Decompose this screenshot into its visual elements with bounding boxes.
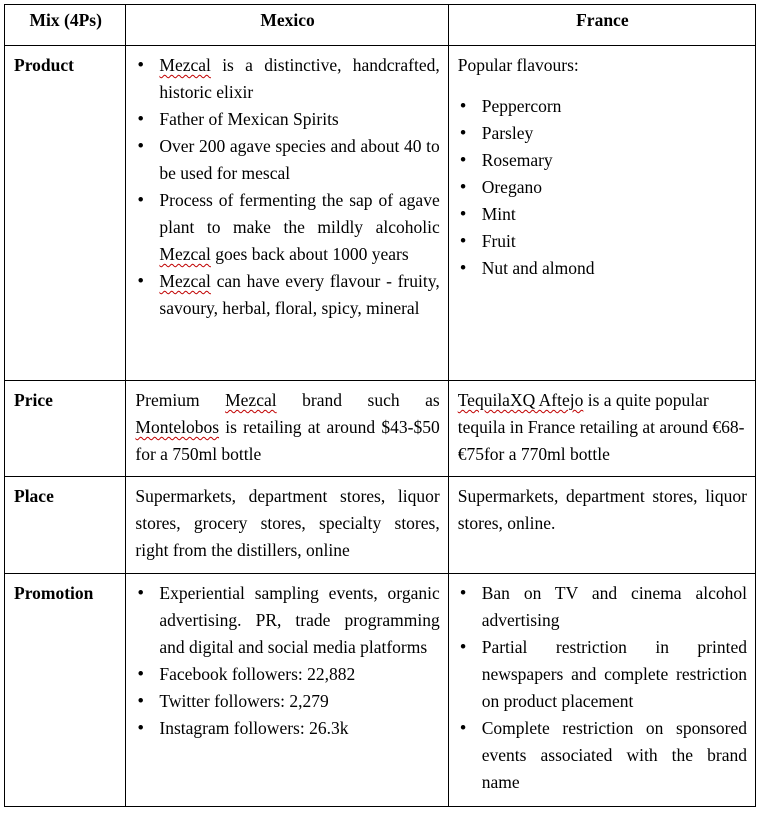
list-item: • Partial restriction in printed newspapers and complete restriction on product placement bbox=[458, 634, 747, 715]
list-item: • Facebook followers: 22,882 bbox=[135, 661, 439, 688]
list-item: • Rosemary bbox=[458, 147, 747, 174]
list-item: • Mezcal is a distinctive, handcrafted, historic elixir bbox=[135, 52, 439, 106]
list-item: • Parsley bbox=[458, 120, 747, 147]
product-france-cell bbox=[448, 46, 755, 381]
list-item: • Nut and almond bbox=[458, 255, 747, 282]
promotion-france-list bbox=[458, 580, 747, 796]
list-item: • Ban on TV and cinema alcohol advertising bbox=[458, 580, 747, 634]
place-row bbox=[5, 477, 756, 574]
product-mexico-cell bbox=[126, 46, 448, 381]
price-mexico-cell: Premium Mezcal brand such as Montelobos is retailing at around $43-$50 for a 750ml bottle bbox=[126, 381, 448, 477]
list-item: • Oregano bbox=[458, 174, 747, 201]
list-item: • Process of fermenting the sap of agave plant to make the mildly alcoholic Mezcal goes back about 1000 years bbox=[135, 187, 439, 268]
promotion-mexico-cell bbox=[126, 574, 448, 807]
list-item: • Complete restriction on sponsored events associated with the brand name bbox=[458, 715, 747, 796]
marketing-mix-table bbox=[4, 4, 756, 807]
place-france-cell: Supermarkets, department stores, liquor stores, online. bbox=[448, 477, 755, 574]
place-mexico-cell: Supermarkets, department stores, liquor stores, grocery stores, specialty stores, right from the distillers, online bbox=[126, 477, 448, 574]
product-label: Product bbox=[5, 46, 126, 381]
header-france: France bbox=[448, 5, 755, 46]
list-item: • Instagram followers: 26.3k bbox=[135, 715, 439, 742]
price-row bbox=[5, 381, 756, 477]
place-label: Place bbox=[5, 477, 126, 574]
list-item: • Experiential sampling events, organic advertising. PR, trade programming and digital and social media platforms bbox=[135, 580, 439, 661]
list-item: • Twitter followers: 2,279 bbox=[135, 688, 439, 715]
header-mix: Mix (4Ps) bbox=[5, 5, 126, 46]
header-mexico: Mexico bbox=[126, 5, 448, 46]
product-row bbox=[5, 46, 756, 381]
promotion-mexico-list bbox=[135, 580, 439, 742]
product-mexico-list bbox=[135, 52, 439, 322]
promotion-france-cell bbox=[448, 574, 755, 807]
header-row bbox=[5, 5, 756, 46]
price-france-cell: TequilaXQ Aftejo is a quite popular tequila in France retailing at around €68- €75for a 770ml bottle bbox=[448, 381, 755, 477]
product-france-list bbox=[458, 93, 747, 282]
list-item: • Father of Mexican Spirits bbox=[135, 106, 439, 133]
price-label: Price bbox=[5, 381, 126, 477]
promotion-row bbox=[5, 574, 756, 807]
list-item: • Over 200 agave species and about 40 to be used for mescal bbox=[135, 133, 439, 187]
list-item: • Mezcal can have every flavour - fruity, savoury, herbal, floral, spicy, mineral bbox=[135, 268, 439, 322]
list-item: • Mint bbox=[458, 201, 747, 228]
product-france-intro: Popular flavours: bbox=[457, 55, 579, 75]
promotion-label: Promotion bbox=[5, 574, 126, 807]
list-item: • Fruit bbox=[458, 228, 747, 255]
list-item: • Peppercorn bbox=[458, 93, 747, 120]
